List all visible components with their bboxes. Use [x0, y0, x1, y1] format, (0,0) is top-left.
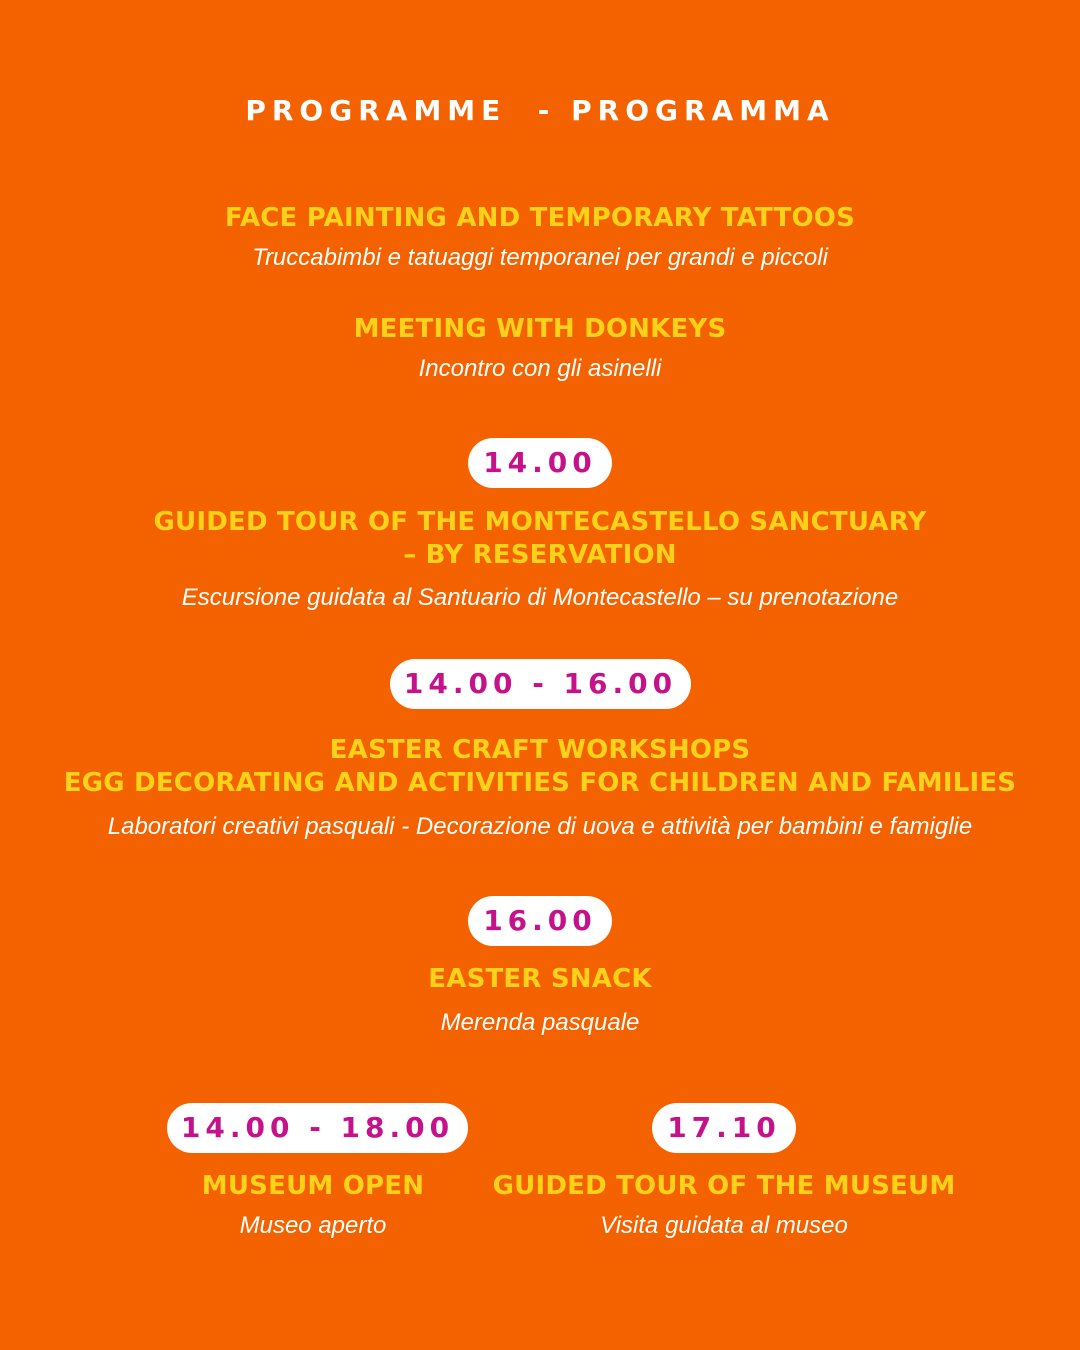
event-subtitle-museum-tour: Visita guidata al museo [600, 1212, 848, 1239]
event-subtitle-sanctuary: Escursione guidata al Santuario di Montecastello – su prenotazione [181, 584, 899, 611]
time-badge-snack: 16.00 [468, 896, 612, 946]
event-subtitle-face-painting: Truccabimbi e tatuaggi temporanei per grandi e piccoli [252, 244, 828, 271]
event-title-sanctuary-line2: – BY RESERVATION [403, 540, 677, 570]
event-subtitle-workshops: Laboratori creativi pasquali - Decorazione di uova e attività per bambini e famiglie [107, 813, 973, 840]
event-subtitle-museum-open: Museo aperto [239, 1212, 387, 1239]
event-title-workshops-line1: EASTER CRAFT WORKSHOPS [329, 735, 751, 765]
event-title-donkeys: MEETING WITH DONKEYS [353, 314, 727, 344]
event-title-snack: EASTER SNACK [428, 964, 652, 994]
time-badge-museum-tour: 17.10 [652, 1103, 796, 1153]
event-title-museum-open: MUSEUM OPEN [201, 1171, 425, 1201]
event-subtitle-snack: Merenda pasquale [440, 1009, 640, 1036]
time-badge-sanctuary: 14.00 [468, 438, 612, 488]
page-title: PROGRAMME - PROGRAMMA [245, 94, 835, 127]
time-badge-museum-open: 14.00 - 18.00 [167, 1103, 468, 1153]
event-title-sanctuary-line1: GUIDED TOUR OF THE MONTECASTELLO SANCTUARY [153, 507, 927, 537]
event-title-face-painting: FACE PAINTING AND TEMPORARY TATTOOS [224, 203, 856, 233]
event-title-museum-tour: GUIDED TOUR OF THE MUSEUM [492, 1171, 956, 1201]
event-title-workshops-line2: EGG DECORATING AND ACTIVITIES FOR CHILDREN AND FAMILIES [63, 768, 1017, 798]
event-subtitle-donkeys: Incontro con gli asinelli [418, 355, 662, 382]
time-badge-workshops: 14.00 - 16.00 [390, 659, 691, 709]
